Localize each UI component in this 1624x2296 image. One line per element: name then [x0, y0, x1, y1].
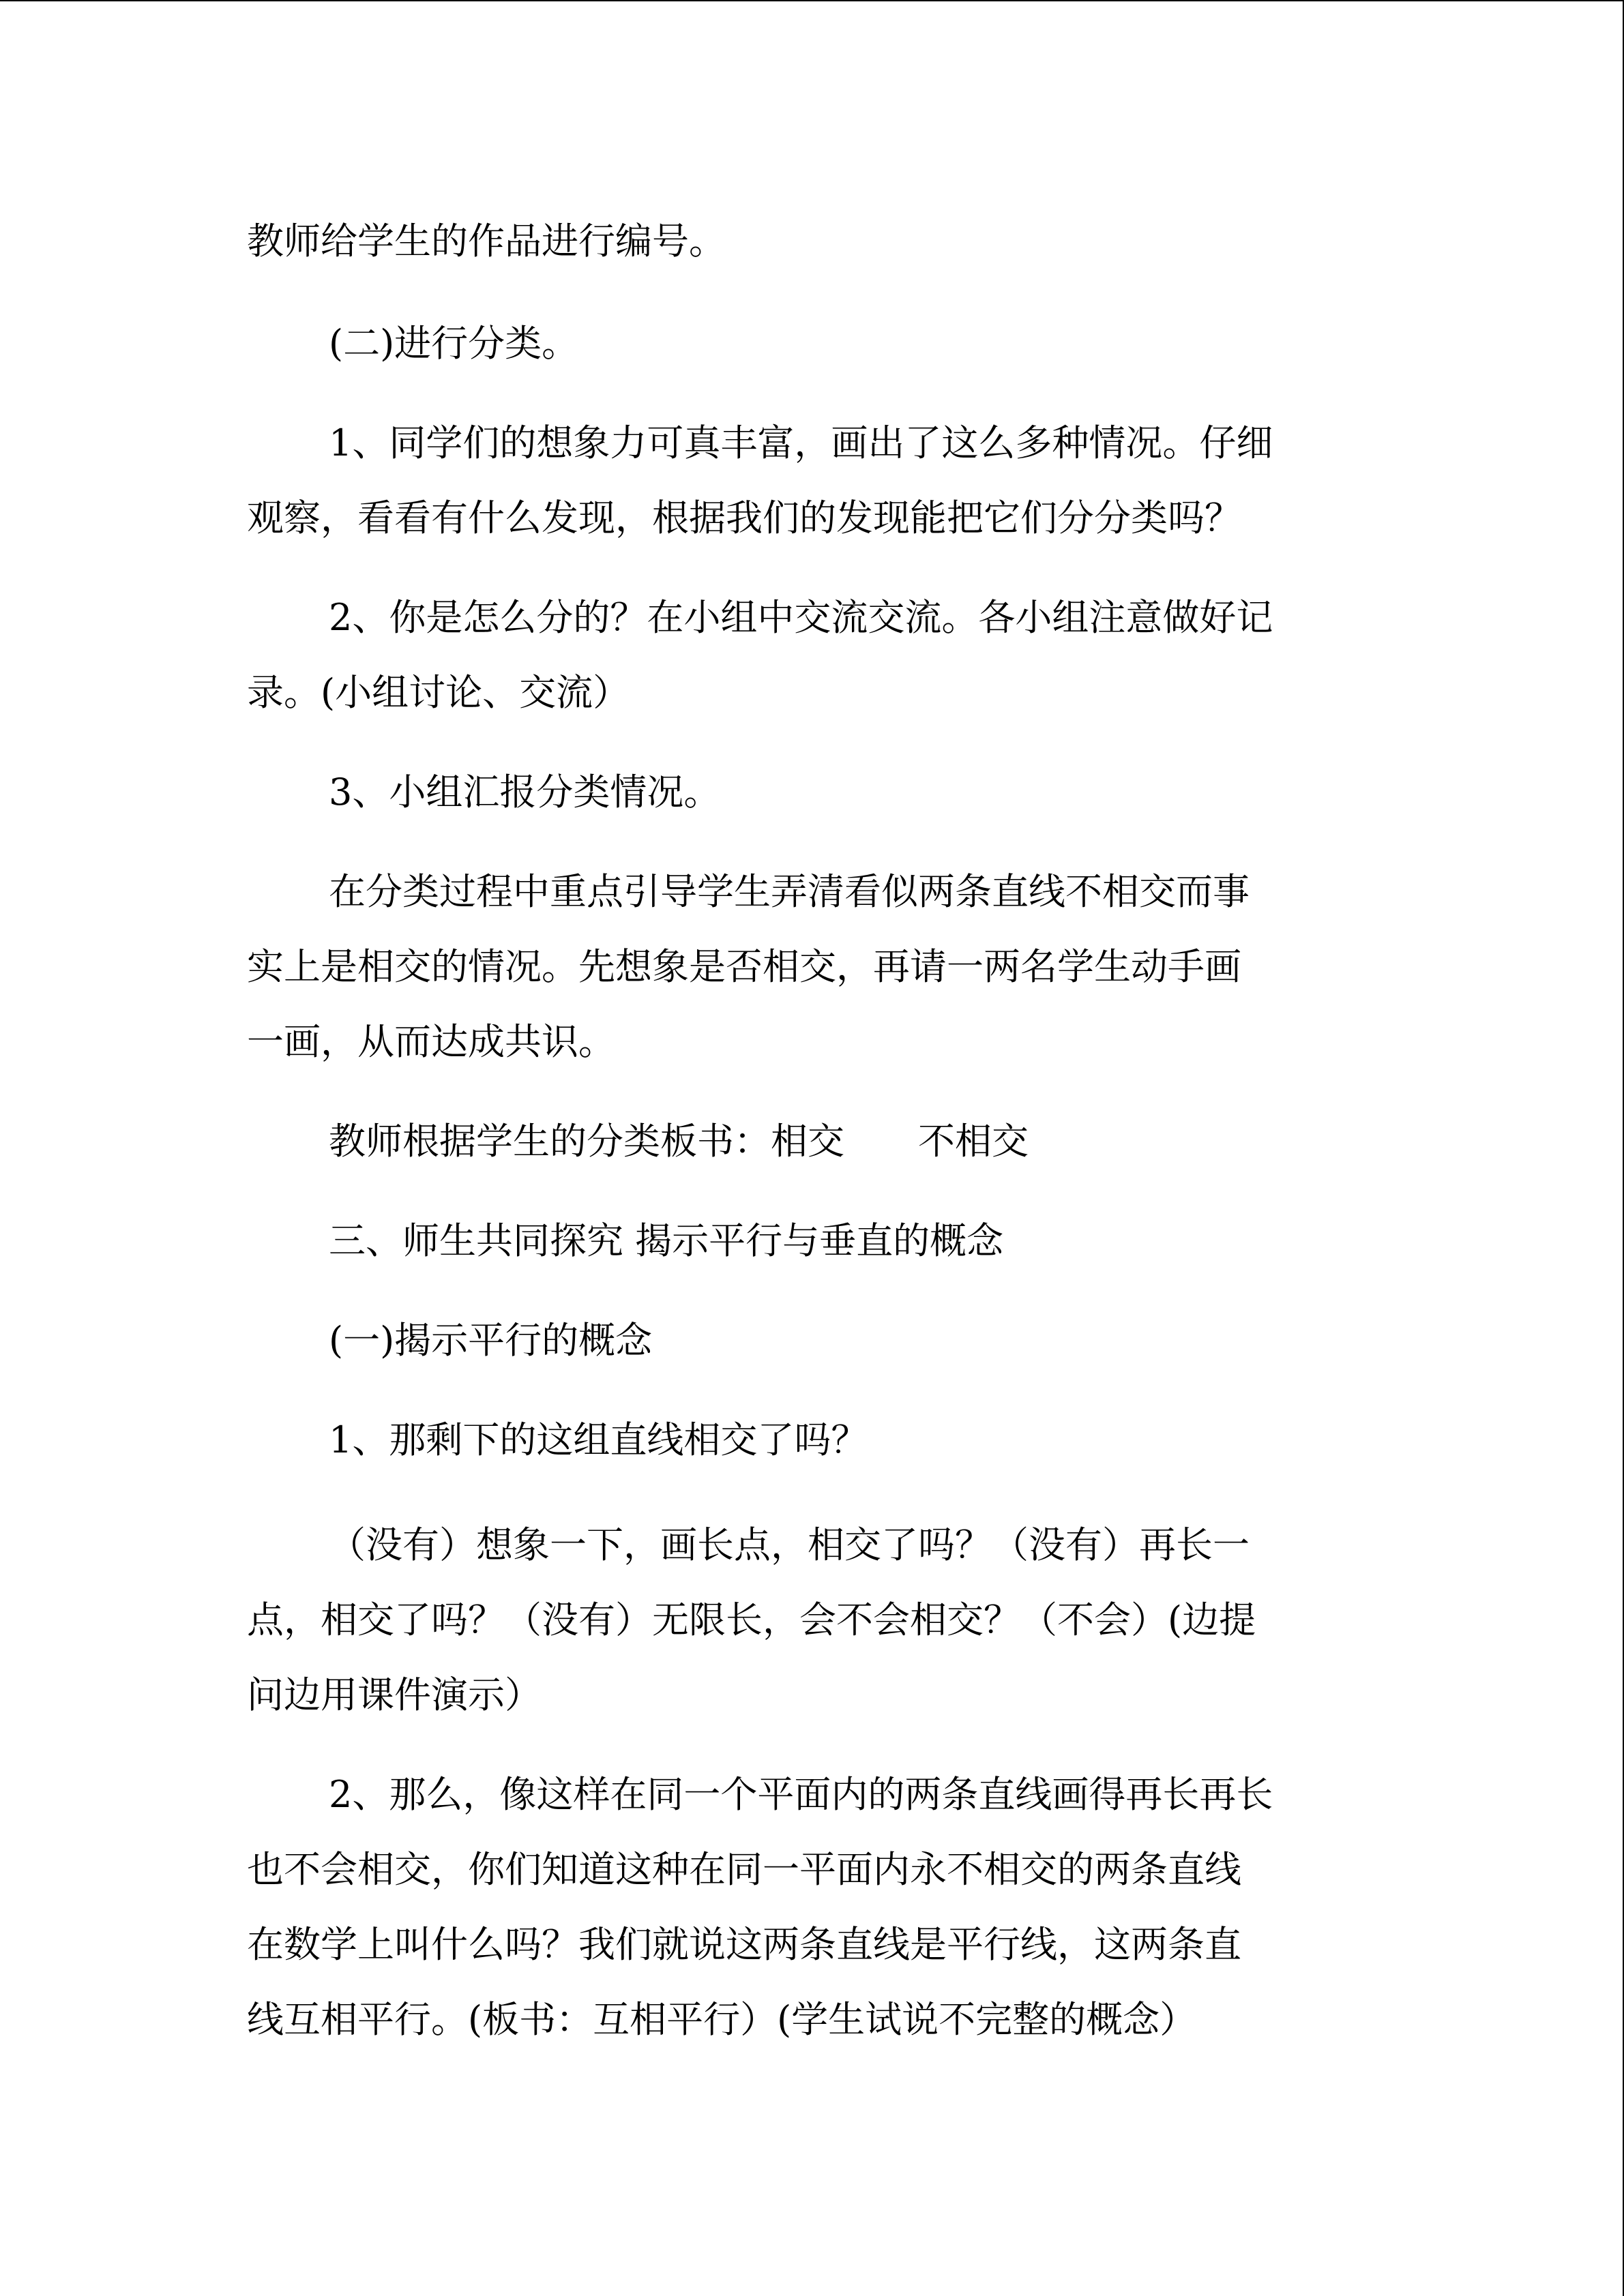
- text-line-16: 点，相交了吗？（没有）无限长，会不会相交？（不会）(边提: [247, 1598, 1256, 1641]
- text-line-8: 在分类过程中重点引导学生弄清看似两条直线不相交而事: [329, 870, 1250, 913]
- section-heading-classify: (二)进行分类。: [329, 322, 579, 365]
- text-line-11: 教师根据学生的分类板书：相交 不相交: [329, 1120, 1029, 1163]
- text-line-4: 观察，看看有什么发现，根据我们的发现能把它们分分类吗？: [247, 496, 1241, 539]
- text-line-17: 问边用课件演示）: [247, 1673, 542, 1716]
- text-line-3: 1、同学们的想象力可真丰富，画出了这么多种情况。仔细: [329, 421, 1273, 464]
- text-line-6: 录。(小组讨论、交流）: [247, 671, 630, 714]
- text-line-1: 教师给学生的作品进行编号。: [247, 220, 726, 263]
- section-heading-parallel: (一)揭示平行的概念: [329, 1319, 653, 1362]
- text-line-7: 3、小组汇报分类情况。: [329, 771, 721, 814]
- text-line-5: 2、你是怎么分的？在小组中交流交流。各小组注意做好记: [329, 596, 1273, 639]
- text-line-15: （没有）想象一下，画长点，相交了吗？（没有）再长一: [329, 1523, 1250, 1566]
- text-line-19: 也不会相交，你们知道这种在同一平面内永不相交的两条直线: [247, 1848, 1241, 1891]
- text-line-9: 实上是相交的情况。先想象是否相交，再请一两名学生动手画: [247, 945, 1241, 988]
- text-line-20: 在数学上叫什么吗？我们就说这两条直线是平行线，这两条直: [247, 1923, 1241, 1966]
- text-line-21: 线互相平行。(板书：互相平行）(学生试说不完整的概念）: [247, 1998, 1197, 2041]
- text-line-10: 一画，从而达成共识。: [247, 1020, 615, 1063]
- text-line-18: 2、那么，像这样在同一个平面内的两条直线画得再长再长: [329, 1773, 1273, 1816]
- text-line-14: 1、那剩下的这组直线相交了吗？: [329, 1418, 868, 1461]
- section-heading-explore: 三、师生共同探究 揭示平行与垂直的概念: [329, 1219, 1004, 1262]
